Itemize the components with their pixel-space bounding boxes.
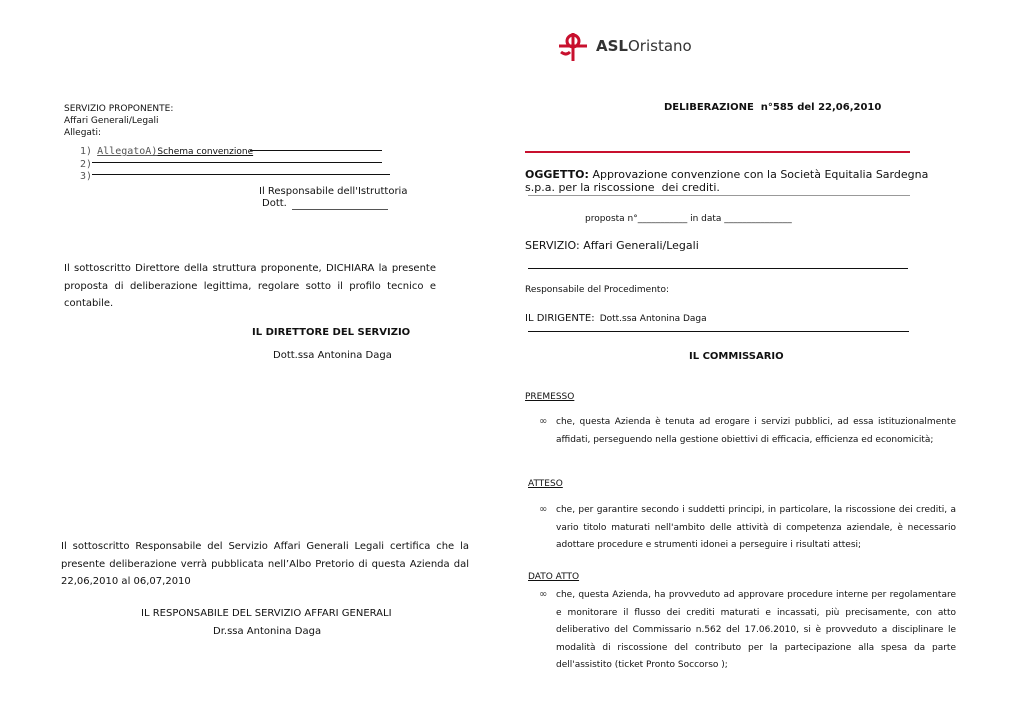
dato-atto-text: che, questa Azienda, ha provveduto ad approvare procedure interne per regolamentare e monitorare il flusso dei crediti maturati e incassati, più precisamente, con atto deliberativo del Commissario n.562 del 17.06.2010, si è provveduto a disciplinare le modalità di riscossione del contributo per la partecipazione alla spesa da parte dell'assistito (ticket Pronto Soccorso );: [556, 590, 956, 670]
deliberazione-heading: DELIBERAZIONE n°585 del 22,06,2010: [664, 102, 882, 113]
responsabile-name: Dr.ssa Antonina Daga: [213, 626, 322, 637]
red-divider: [525, 151, 910, 153]
dichiara-paragraph: Il sottoscritto Direttore della struttura proponente, DICHIARA la presente proposta di deliberazione legittima, regolare sotto il profilo tecnico e contabile.: [64, 263, 436, 309]
atteso-label: ATTESO: [528, 479, 563, 489]
proposta-line: proposta n°___________ in data _______________: [585, 214, 792, 224]
servizio-proponente-label: SERVIZIO PROPONENTE:: [64, 104, 174, 114]
dirigente-row: [525, 306, 707, 325]
bullet-icon: ∞: [539, 416, 548, 427]
dirigente-label: IL DIRIGENTE:: [525, 313, 595, 324]
dato-atto-label: DATO ATTO: [528, 572, 580, 582]
allegato-number: 1): [80, 146, 93, 157]
responsabile-procedimento: Responsabile del Procedimento:: [525, 285, 669, 295]
responsabile-istruttoria: Il Responsabile dell'Istruttoria: [259, 186, 408, 197]
allegato-row: [80, 164, 92, 183]
asl-logo-icon: [556, 32, 590, 62]
dirigente-name: Dott.ssa Antonina Daga: [599, 314, 707, 324]
allegato-number: 2): [80, 159, 93, 170]
allegato-description: Schema convenzione: [157, 147, 254, 157]
certifica-paragraph: Il sottoscritto Responsabile del Servizio Affari Generali Legali certifica che la presente deliberazione verrà pubblicata nell’Albo Pretorio di questa Azienda dal 22,06,2010 al 06,07,2010: [61, 541, 469, 587]
oggetto-line-1: [525, 168, 928, 181]
direttore-title: IL DIRETTORE DEL SERVIZIO: [252, 327, 411, 338]
allegato-number: 3): [80, 171, 93, 182]
oggetto-label: OGGETTO:: [525, 168, 589, 181]
responsabile-title: IL RESPONSABILE DEL SERVIZIO AFFARI GENERALI: [141, 608, 392, 619]
allegato-link[interactable]: AllegatoA): [97, 146, 158, 157]
premesso-text: che, questa Azienda è tenuta ad erogare i servizi pubblici, ad essa istituzionalmente affidati, perseguendo nella gestione obiettivi di efficacia, efficienza ed economicità;: [556, 417, 956, 445]
servizio-proponente-value: Affari Generali/Legali: [64, 116, 159, 126]
oggetto-text-1: Approvazione convenzione con la Società Equitalia Sardegna: [592, 168, 929, 181]
oggetto-line-2: s.p.a. per la riscossione dei crediti.: [525, 181, 720, 194]
premesso-label: PREMESSO: [525, 392, 575, 402]
commissario-heading: IL COMMISSARIO: [689, 351, 784, 362]
logo-brand-rest: Oristano: [627, 37, 692, 55]
bullet-icon: ∞: [539, 589, 548, 600]
direttore-name: Dott.ssa Antonina Daga: [273, 350, 392, 361]
allegati-label: Allegati:: [64, 128, 101, 138]
atteso-text: che, per garantire secondo i suddetti principi, in particolare, la riscossione dei crediti, a vario titolo maturati nell'ambito delle attività di competenza aziendale, è necessario adottare procedure e strumenti idonei a perseguire i risultati attesi;: [556, 505, 956, 550]
allegato-row: [80, 139, 253, 158]
bullet-icon: ∞: [539, 504, 548, 515]
servizio-right: SERVIZIO: Affari Generali/Legali: [525, 239, 699, 252]
dott-label: Dott.: [262, 198, 287, 209]
logo-brand-bold: ASL: [596, 37, 628, 55]
